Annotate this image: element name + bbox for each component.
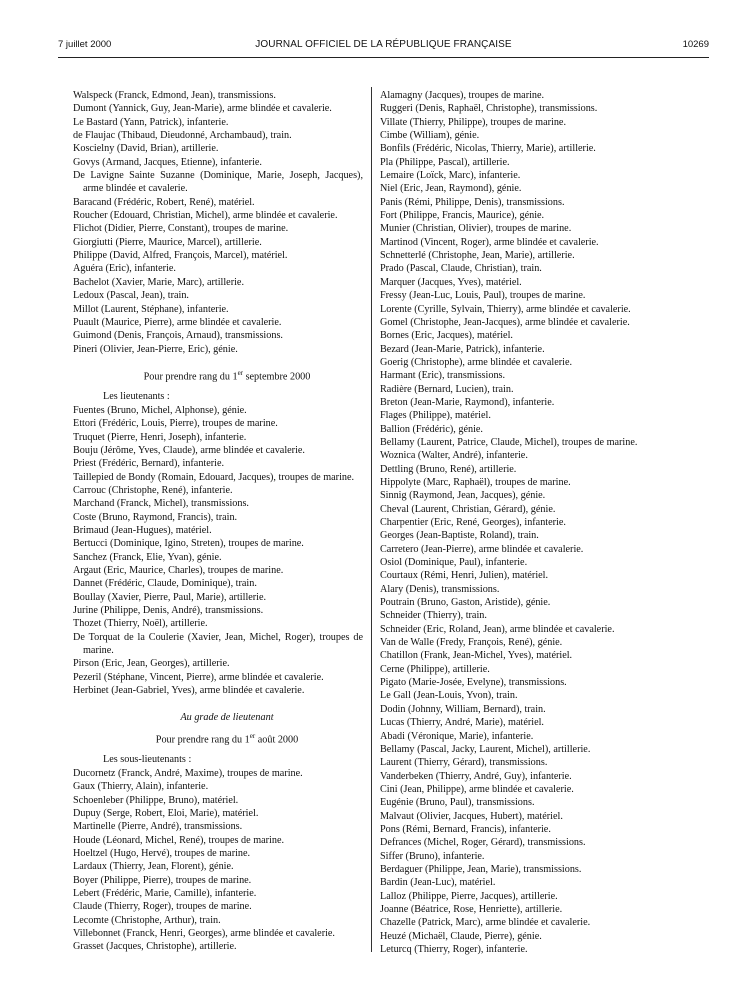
list-item: Bouju (Jérôme, Yves, Claude), arme blindée et cavalerie. <box>73 444 305 456</box>
list-item: Prado (Pascal, Claude, Christian), train. <box>380 263 542 275</box>
list-item: Priest (Frédéric, Bernard), infanterie. <box>73 458 225 470</box>
list-item: Boullay (Xavier, Pierre, Paul, Marie), artillerie. <box>73 591 267 603</box>
list-item: Dumont (Yannick, Guy, Jean-Marie), arme blindée et cavalerie. <box>73 103 332 115</box>
list-item: Boyer (Philippe, Pierre), troupes de marine. <box>73 874 252 886</box>
right-column <box>380 89 669 956</box>
list-item: Bezard (Jean-Marie, Patrick), infanterie. <box>380 343 545 355</box>
entry-list-a <box>73 89 363 356</box>
list-item: Hoeltzel (Hugo, Hervé), troupes de marine. <box>73 848 251 859</box>
list-item: Lardaux (Thierry, Jean, Florent), génie. <box>73 861 234 873</box>
section-heading-august: Pour prendre rang du 1er août 2000 <box>155 731 299 746</box>
list-item: Cerne (Philippe), artillerie. <box>380 663 490 675</box>
list-item: Malvaut (Olivier, Jacques, Hubert), matériel. <box>380 810 563 822</box>
list-item: Millot (Laurent, Stéphane), infanterie. <box>73 303 229 315</box>
list-item: Bachelot (Xavier, Marie, Marc), artillerie. <box>73 276 244 288</box>
list-item: Ettori (Frédéric, Louis, Pierre), troupes de marine. <box>73 418 278 430</box>
list-item: Guimond (Denis, François, Arnaud), transmissions. <box>73 330 283 342</box>
column-divider <box>371 87 372 952</box>
list-item: Lorente (Cyrille, Sylvain, Thierry), arme blindée et cavalerie. <box>380 303 631 315</box>
list-item: Panis (Rémi, Philippe, Denis), transmissions. <box>380 196 565 208</box>
header-date: 7 juillet 2000 <box>58 39 112 50</box>
list-item: Baracand (Frédéric, Robert, René), matériel. <box>73 196 255 208</box>
list-item: Truquet (Pierre, Henri, Joseph), infanterie. <box>73 431 247 443</box>
list-item: Munier (Christian, Olivier), troupes de marine. <box>380 223 572 235</box>
list-item: Georges (Jean-Baptiste, Roland), train. <box>380 530 539 542</box>
list-item: Flichot (Didier, Pierre, Constant), troupes de marine. <box>73 223 289 235</box>
list-item: Gomel (Christophe, Jean-Jacques), arme blindée et cavalerie. <box>380 316 630 328</box>
list-item: Bornes (Eric, Jacques), matériel. <box>380 330 513 342</box>
list-item: Hippolyte (Marc, Raphaël), troupes de marine. <box>380 476 571 488</box>
list-item: Siffer (Bruno), infanterie. <box>380 850 485 862</box>
list-item: Herbinet (Jean-Gabriel, Yves), arme blindée et cavalerie. <box>73 685 305 697</box>
list-item: Schoenleber (Philippe, Bruno), matériel. <box>73 794 239 806</box>
list-item: Laurent (Thierry, Gérard), transmissions. <box>380 757 548 769</box>
list-item: Fuentes (Bruno, Michel, Alphonse), génie. <box>73 404 247 416</box>
list-item: Heuzé (Michaël, Claude, Pierre), génie. <box>380 930 542 942</box>
list-item: Berdaguer (Philippe, Jean, Marie), transmissions. <box>380 863 582 875</box>
list-item: Martinelle (Pierre, André), transmissions. <box>73 821 243 833</box>
list-item: Lemaire (Loïck, Marc), infanterie. <box>380 170 521 182</box>
list-item: Cini (Jean, Philippe), arme blindée et cavalerie. <box>380 783 574 795</box>
list-item: Chazelle (Patrick, Marc), arme blindée et cavalerie. <box>380 917 591 929</box>
list-item: Chatillon (Frank, Jean-Michel, Yves), matériel. <box>380 650 573 662</box>
list-item: Pineri (Olivier, Jean-Pierre, Eric), génie. <box>73 343 238 355</box>
list-item: Bellamy (Laurent, Patrice, Claude, Michel), troupes de marine. <box>380 436 638 448</box>
list-item: Roucher (Edouard, Christian, Michel), arme blindée et cavalerie. <box>73 210 338 222</box>
list-item: Dodin (Johnny, William, Bernard), train. <box>380 703 546 715</box>
list-item: Brimaud (Jean-Hugues), matériel. <box>73 525 212 537</box>
list-item: Grasset (Jacques, Christophe), artillerie. <box>73 941 237 953</box>
list-item: Bellamy (Pascal, Jacky, Laurent, Michel), artillerie. <box>380 743 591 755</box>
journal-title: JOURNAL OFFICIEL DE LA RÉPUBLIQUE FRANÇAISE <box>255 39 512 50</box>
list-item: De Lavigne Sainte Suzanne (Dominique, Marie, Joseph, Jacques), arme blindée et cavalerie. <box>73 170 363 195</box>
list-item: de Flaujac (Thibaud, Dieudonné, Archambaud), train. <box>73 130 292 142</box>
list-item: Govys (Armand, Jacques, Etienne), infanterie. <box>73 156 262 168</box>
list-item: Koscielny (David, Brian), artillerie. <box>73 143 219 155</box>
list-item: Lebert (Frédéric, Marie, Camille), infanterie. <box>73 888 257 900</box>
list-item: Villate (Thierry, Philippe), troupes de marine. <box>380 116 567 128</box>
list-item: Bardin (Jean-Luc), matériel. <box>380 877 496 889</box>
list-item: Ruggeri (Denis, Raphaël, Christophe), transmissions. <box>380 103 598 115</box>
list-item: Carrouc (Christophe, René), infanterie. <box>73 485 233 497</box>
list-item: Thozet (Thierry, Noël), artillerie. <box>73 618 208 630</box>
list-item: Pons (Rémi, Bernard, Francis), infanterie. <box>380 823 551 835</box>
list-item: Breton (Jean-Marie, Raymond), infanterie. <box>380 396 555 408</box>
list-item: Ducornetz (Franck, André, Maxime), troupes de marine. <box>73 767 303 779</box>
list-item: Pirson (Eric, Jean, Georges), artillerie. <box>73 658 230 670</box>
page-header <box>58 39 709 53</box>
list-item: Goerig (Christophe), arme blindée et cavalerie. <box>380 356 573 368</box>
left-column <box>73 89 363 954</box>
list-item: Vanderbeken (Thierry, André, Guy), infanterie. <box>380 770 572 782</box>
list-item: Harmant (Eric), transmissions. <box>380 370 506 382</box>
list-item: Ballion (Frédéric), génie. <box>380 423 483 435</box>
entry-list-right <box>380 89 669 956</box>
list-item: Walspeck (Franck, Edmond, Jean), transmissions. <box>73 90 276 101</box>
subheading-lieutenants: Les lieutenants : <box>103 390 170 402</box>
list-item: Flages (Philippe), matériel. <box>380 410 491 422</box>
list-item: Sanchez (Franck, Elie, Yvan), génie. <box>73 551 222 563</box>
list-item: Jurine (Philippe, Denis, André), transmissions. <box>73 605 264 617</box>
grade-heading: Au grade de lieutenant <box>180 711 274 723</box>
list-item: Charpentier (Eric, René, Georges), infanterie. <box>380 517 566 528</box>
list-item: Schneider (Thierry), train. <box>380 610 487 622</box>
list-item: Taillepied de Bondy (Romain, Edouard, Jacques), troupes de marine. <box>73 471 355 483</box>
list-item: Cimbe (William), génie. <box>380 130 480 142</box>
list-item: Alary (Denis), transmissions. <box>380 583 500 595</box>
list-item: Bertucci (Dominique, Igino, Streten), troupes de marine. <box>73 538 304 550</box>
list-item: Lucas (Thierry, André, Marie), matériel. <box>380 717 544 729</box>
list-item: Bonfils (Frédéric, Nicolas, Thierry, Marie), artillerie. <box>380 143 596 155</box>
subheading-sous-lieutenants: Les sous-lieutenants : <box>103 753 192 765</box>
list-item: Niel (Eric, Jean, Raymond), génie. <box>380 183 522 195</box>
list-item: Leturcq (Thierry, Roger), infanterie. <box>380 944 528 955</box>
list-item: Defrances (Michel, Roger, Gérard), transmissions. <box>380 837 586 849</box>
list-item: Radière (Bernard, Lucien), train. <box>380 383 514 395</box>
list-item: Puault (Maurice, Pierre), arme blindée et cavalerie. <box>73 316 282 328</box>
list-item: Pezeril (Stéphane, Vincent, Pierre), arme blindée et cavalerie. <box>73 671 324 683</box>
list-item: Schneider (Eric, Roland, Jean), arme blindée et cavalerie. <box>380 623 615 635</box>
header-rule <box>58 57 709 58</box>
list-item: Osiol (Dominique, Paul), infanterie. <box>380 557 528 569</box>
list-item: Dupuy (Serge, Robert, Eloi, Marie), matériel. <box>73 807 259 819</box>
list-item: Marchand (Franck, Michel), transmissions. <box>73 498 249 510</box>
list-item: Fressy (Jean-Luc, Louis, Paul), troupes de marine. <box>380 290 586 302</box>
list-item: Lecomte (Christophe, Arthur), train. <box>73 914 221 926</box>
list-item: Carretero (Jean-Pierre), arme blindée et cavalerie. <box>380 543 584 555</box>
list-item: Le Bastard (Yann, Patrick), infanterie. <box>73 116 229 128</box>
list-item: Abadi (Véronique, Marie), infanterie. <box>380 730 534 742</box>
list-item: Van de Walle (Fredy, François, René), génie. <box>380 637 563 649</box>
list-item: Woznica (Walter, André), infanterie. <box>380 450 528 462</box>
list-item: Joanne (Béatrice, Rose, Henriette), artillerie. <box>380 903 563 915</box>
list-item: Lalloz (Philippe, Pierre, Jacques), artillerie. <box>380 890 558 902</box>
list-item: Giorgiutti (Pierre, Maurice, Marcel), artillerie. <box>73 236 262 248</box>
entry-list-c <box>73 767 363 954</box>
list-item: Poutrain (Bruno, Gaston, Aristide), génie. <box>380 597 551 609</box>
entry-list-b <box>73 404 363 698</box>
list-item: Ledoux (Pascal, Jean), train. <box>73 290 189 302</box>
list-item: Houde (Léonard, Michel, René), troupes de marine. <box>73 834 285 846</box>
list-item: Cheval (Laurent, Christian, Gérard), génie. <box>380 503 556 515</box>
list-item: Dettling (Bruno, René), artillerie. <box>380 463 517 475</box>
list-item: Claude (Thierry, Roger), troupes de marine. <box>73 901 252 913</box>
list-item: Sinnig (Raymond, Jean, Jacques), génie. <box>380 490 546 502</box>
list-item: Argaut (Eric, Maurice, Charles), troupes de marine. <box>73 565 284 577</box>
list-item: Coste (Bruno, Raymond, Francis), train. <box>73 511 238 523</box>
list-item: Pla (Philippe, Pascal), artillerie. <box>380 156 510 168</box>
page-number: 10269 <box>682 39 709 50</box>
list-item: Courtaux (Rémi, Henri, Julien), matériel. <box>380 570 549 582</box>
list-item: De Torquat de la Coulerie (Xavier, Jean, Michel, Roger), troupes de marine. <box>73 631 363 657</box>
list-item: Marquer (Jacques, Yves), matériel. <box>380 276 522 288</box>
list-item: Pigato (Marie-Josée, Evelyne), transmissions. <box>380 677 567 689</box>
section-heading-september: Pour prendre rang du 1er septembre 2000 <box>143 368 311 383</box>
list-item: Villebonnet (Franck, Henri, Georges), arme blindée et cavalerie. <box>73 928 335 940</box>
list-item: Aguéra (Eric), infanterie. <box>73 263 176 275</box>
list-item: Eugénie (Bruno, Paul), transmissions. <box>380 797 535 809</box>
list-item: Fort (Philippe, Francis, Maurice), génie. <box>380 210 545 222</box>
list-item: Dannet (Frédéric, Claude, Dominique), train. <box>73 578 257 590</box>
list-item: Schnetterlé (Christophe, Jean, Marie), artillerie. <box>380 250 575 262</box>
list-item: Le Gall (Jean-Louis, Yvon), train. <box>380 690 518 702</box>
list-item: Martinod (Vincent, Roger), arme blindée et cavalerie. <box>380 236 599 248</box>
list-item: Philippe (David, Alfred, François, Marcel), matériel. <box>73 250 288 262</box>
list-item: Gaux (Thierry, Alain), infanterie. <box>73 781 209 793</box>
list-item: Alamagny (Jacques), troupes de marine. <box>380 90 545 101</box>
